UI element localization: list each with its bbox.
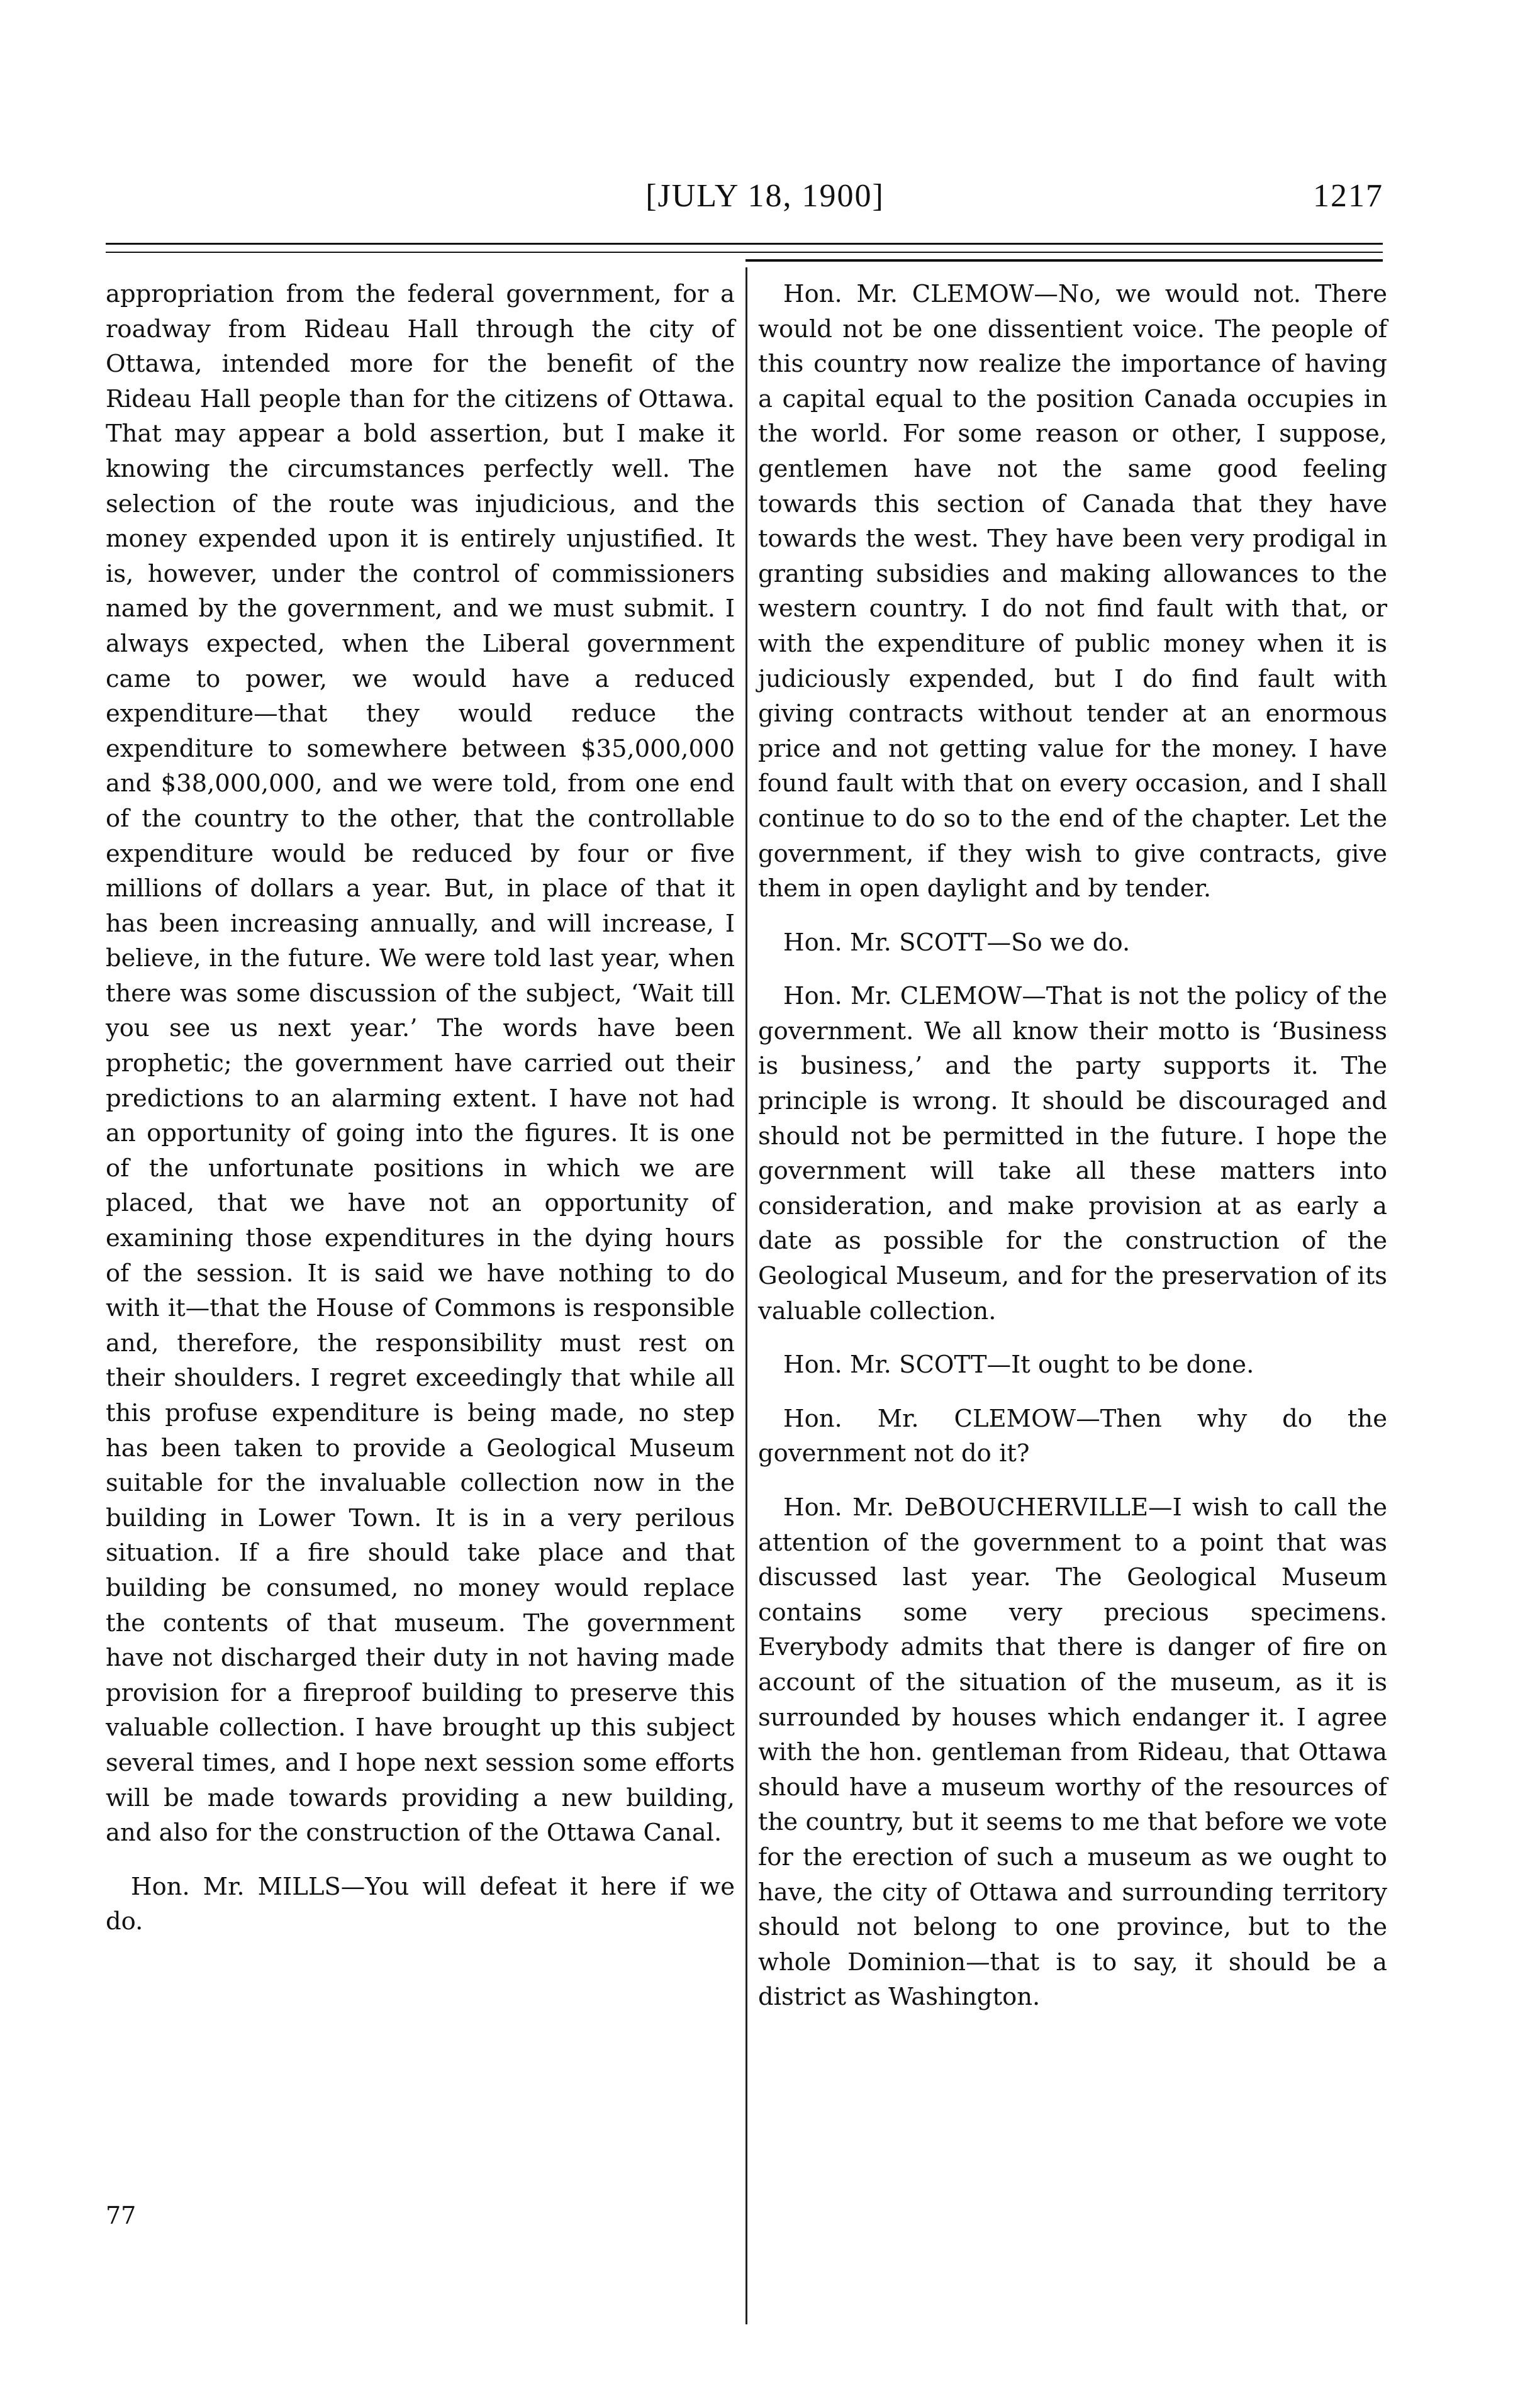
right-paragraph-3: Hon. Mr. CLEMOW—That is not the policy of the government. We all know their motto is ‘Business is business,’ and the party supports it. The principle is wrong. It should be discouraged and should not be permitted in the future. I hope the government will take all these matters into consideration, and make provision at as early a date as possible for the construction of the Geological Museum, and for the preservation of its valuable collection. [758,982,1387,1325]
right-paragraph-2: Hon. Mr. SCOTT—So we do. [783,928,1131,957]
header-rule-right-heavy [745,259,1383,262]
left-paragraph-1: appropriation from the federal government, for a roadway from Rideau Hall through the city of Ottawa, intended more for the benefit of the Rideau Hall people than for the citizens of Ottawa. That may appear a bold assertion, but I make it knowing the circumstances perfectly well. The selection of the route was injudicious, and the money expended upon it is entirely unjustified. It is, however, under the control of commissioners named by the government, and we must submit. I always expected, when the Liberal government came to power, we would have a reduced expenditure—that they would reduce the expenditure to somewhere between $35,000,000 and $38,000,000, and we were told, from one end of the country to the other, that the controllable expenditure would be reduced by four or five millions of dollars a year. But, in place of that it has been increasing annually, and will increase, I believe, in the future. We were told last year, when there was some discussion of the subject, ‘Wait till you see us next year.’ The words have been prophetic; the government have carried out their predictions to an alarming extent. I have not had an opportunity of going into the figures. It is one of the unfortunate positions in which we are placed, that we have not an opportunity of examining those expenditures in the dying hours of the session. It is said we have nothing to do with it—that the House of Commons is responsible and, therefore, the responsibility must rest on their shoulders. I regret exceedingly that while all this profuse expenditure is being made, no step has been taken to provide a Geological Museum suitable for the invaluable collection now in the building in Lower Town. It is in a very perilous situation. If a fire should take place and that building be consumed, no money would replace the contents of that museum. The government have not discharged their duty in not having made provision for a fireproof building to preserve this valuable collection. I have brought up this subject several times, and I hope next session some efforts will be made towards providing a new building, and also for the construction of the Ottawa Canal. [106,280,735,1848]
folio-number: 77 [106,2202,137,2229]
header-rule-top [106,243,1383,245]
column-divider [745,267,747,2324]
right-paragraph-4: Hon. Mr. SCOTT—It ought to be done. [783,1351,1254,1380]
page-date: [JULY 18, 1900] [645,178,885,214]
right-column [758,277,1387,2034]
page-number: 1217 [1313,178,1383,214]
running-head [0,177,1530,228]
right-paragraph-1: Hon. Mr. CLEMOW—No, we would not. There would not be one dissentient voice. The people of this country now realize the importance of having a capital equal to the position Canada occupies in the world. For some reason or other, I suppose, gentlemen have not the same good feeling towards this section of Canada that they have towards the west. They have been very prodigal in granting subsidies and making allowances to the western country. I do not find fault with that, or with the expenditure of public money when it is judiciously expended, but I do find fault with giving contracts without tender at an enormous price and not getting value for the money. I have found fault with that on every occasion, and I shall continue to do so to the end of the chapter. Let the government, if they wish to give contracts, give them in open daylight and by tender. [758,280,1387,903]
left-paragraph-2: Hon. Mr. MILLS—You will defeat it here if we do. [106,1872,735,1936]
header-rule-bottom [106,252,1383,253]
left-column [106,277,735,1958]
right-paragraph-6: Hon. Mr. DeBOUCHERVILLE—I wish to call the attention of the government to a point that was discussed last year. The Geological Museum contains some very precious specimens. Everybody admits that there is danger of fire on account of the situation of the museum, as it is surrounded by houses which endanger it. I agree with the hon. gentleman from Rideau, that Ottawa should have a museum worthy of the resources of the country, but it seems to me that before we vote for the erection of such a museum as we ought to have, the city of Ottawa and surrounding territory should not belong to one province, but to the whole Dominion—that is to say, it should be a district as Washington. [758,1493,1387,2012]
right-paragraph-5: Hon. Mr. CLEMOW—Then why do the government not do it? [758,1404,1387,1468]
